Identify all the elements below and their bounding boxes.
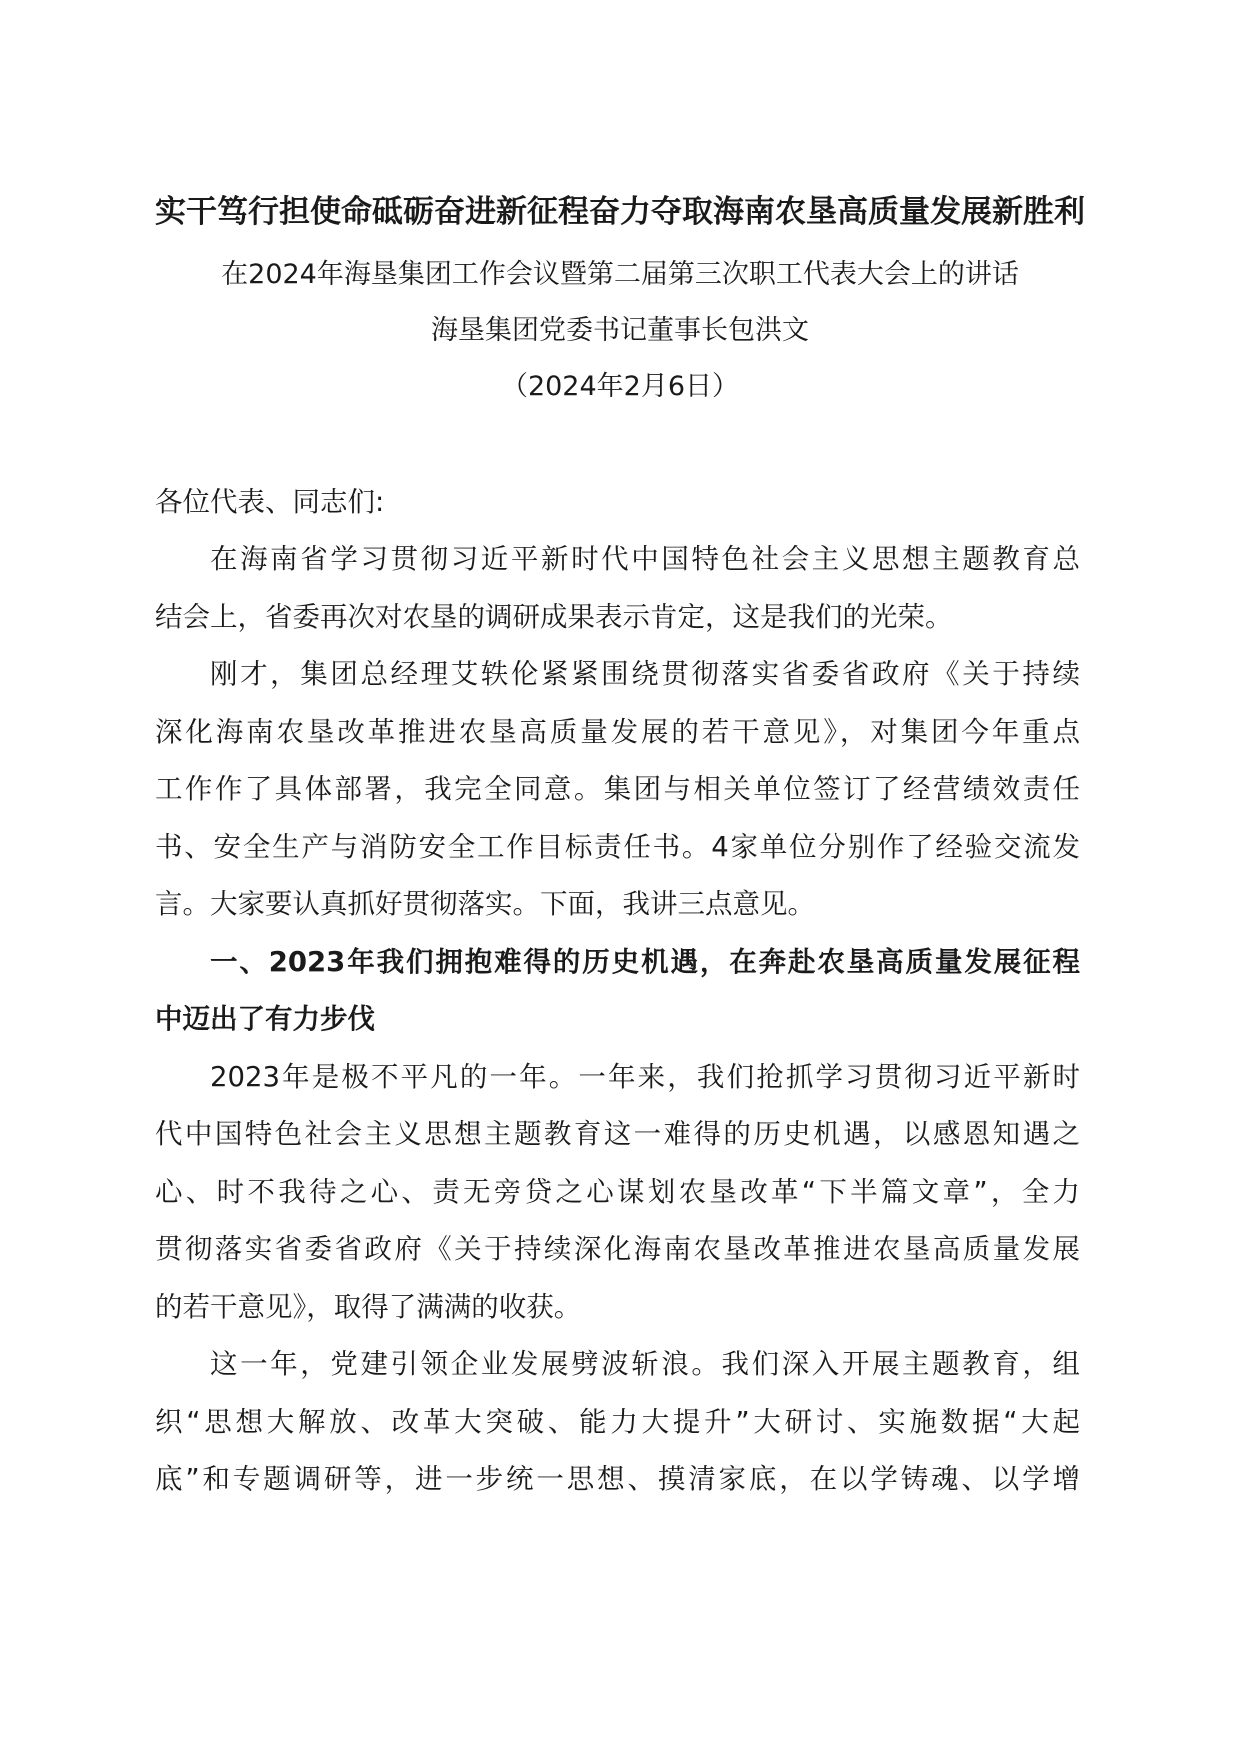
heading-line: 一、2023年我们拥抱难得的历史机遇，在奔赴农垦高质量发展征程 [210,945,1080,978]
paragraph-line: 深化海南农垦改革推进农垦高质量发展的若干意见》，对集团今年重点 [155,715,1080,748]
paragraph-line: 的若干意见》，取得了满满的收获。 [155,1290,582,1323]
paragraph-line: 工作作了具体部署，我完全同意。集团与相关单位签订了经营绩效责任 [155,773,1080,805]
paragraph-line: 心、时不我待之心、责无旁贷之心谋划农垦改革“下半篇文章”，全力 [155,1175,1080,1208]
body-text [155,531,1080,1509]
document-subtitle-date: （2024年2月6日） [500,371,740,402]
document-title: 实干笃行担使命砥砺奋进新征程奋力夺取海南农垦高质量发展新胜利 [155,194,1085,230]
heading-line: 中迈出了有力步伐 [155,1003,375,1035]
paragraph-line: 结会上，省委再次对农垦的调研成果表示肯定，这是我们的光荣。 [155,600,953,633]
greeting: 各位代表、同志们: [155,486,385,518]
paragraph-3 [155,1049,1080,1337]
paragraph-line: 刚才，集团总经理艾轶伦紧紧围绕贯彻落实省委省政府《关于持续 [210,658,1080,690]
paragraph-4 [155,1336,1080,1509]
paragraph-line: 书、安全生产与消防安全工作目标责任书。4家单位分别作了经验交流发 [155,830,1080,863]
paragraph-line: 2023年是极不平凡的一年。一年来，我们抢抓学习贯彻习近平新时 [210,1060,1080,1093]
paragraph-line: 代中国特色社会主义思想主题教育这一难得的历史机遇，以感恩知遇之 [155,1118,1080,1150]
paragraph-line: 言。大家要认真抓好贯彻落实。下面，我讲三点意见。 [155,888,815,920]
paragraph-1 [155,531,1080,646]
paragraph-line: 这一年，党建引领企业发展劈波斩浪。我们深入开展主题教育，组 [210,1348,1080,1380]
paragraph-line: 贯彻落实省委省政府《关于持续深化海南农垦改革推进农垦高质量发展 [155,1233,1080,1265]
section-heading-1 [155,934,1080,1049]
paragraph-line: 底”和专题调研等，进一步统一思想、摸清家底，在以学铸魂、以学增 [155,1463,1080,1495]
document-subtitle-speaker: 海垦集团党委书记董事长包洪文 [431,315,809,346]
document-subtitle-event: 在2024年海垦集团工作会议暨第二届第三次职工代表大会上的讲话 [221,259,1019,290]
paragraph-line: 织“思想大解放、改革大突破、能力大提升”大研讨、实施数据“大起 [155,1405,1080,1438]
paragraph-2 [155,646,1080,934]
paragraph-line: 在海南省学习贯彻习近平新时代中国特色社会主义思想主题教育总 [210,543,1080,575]
